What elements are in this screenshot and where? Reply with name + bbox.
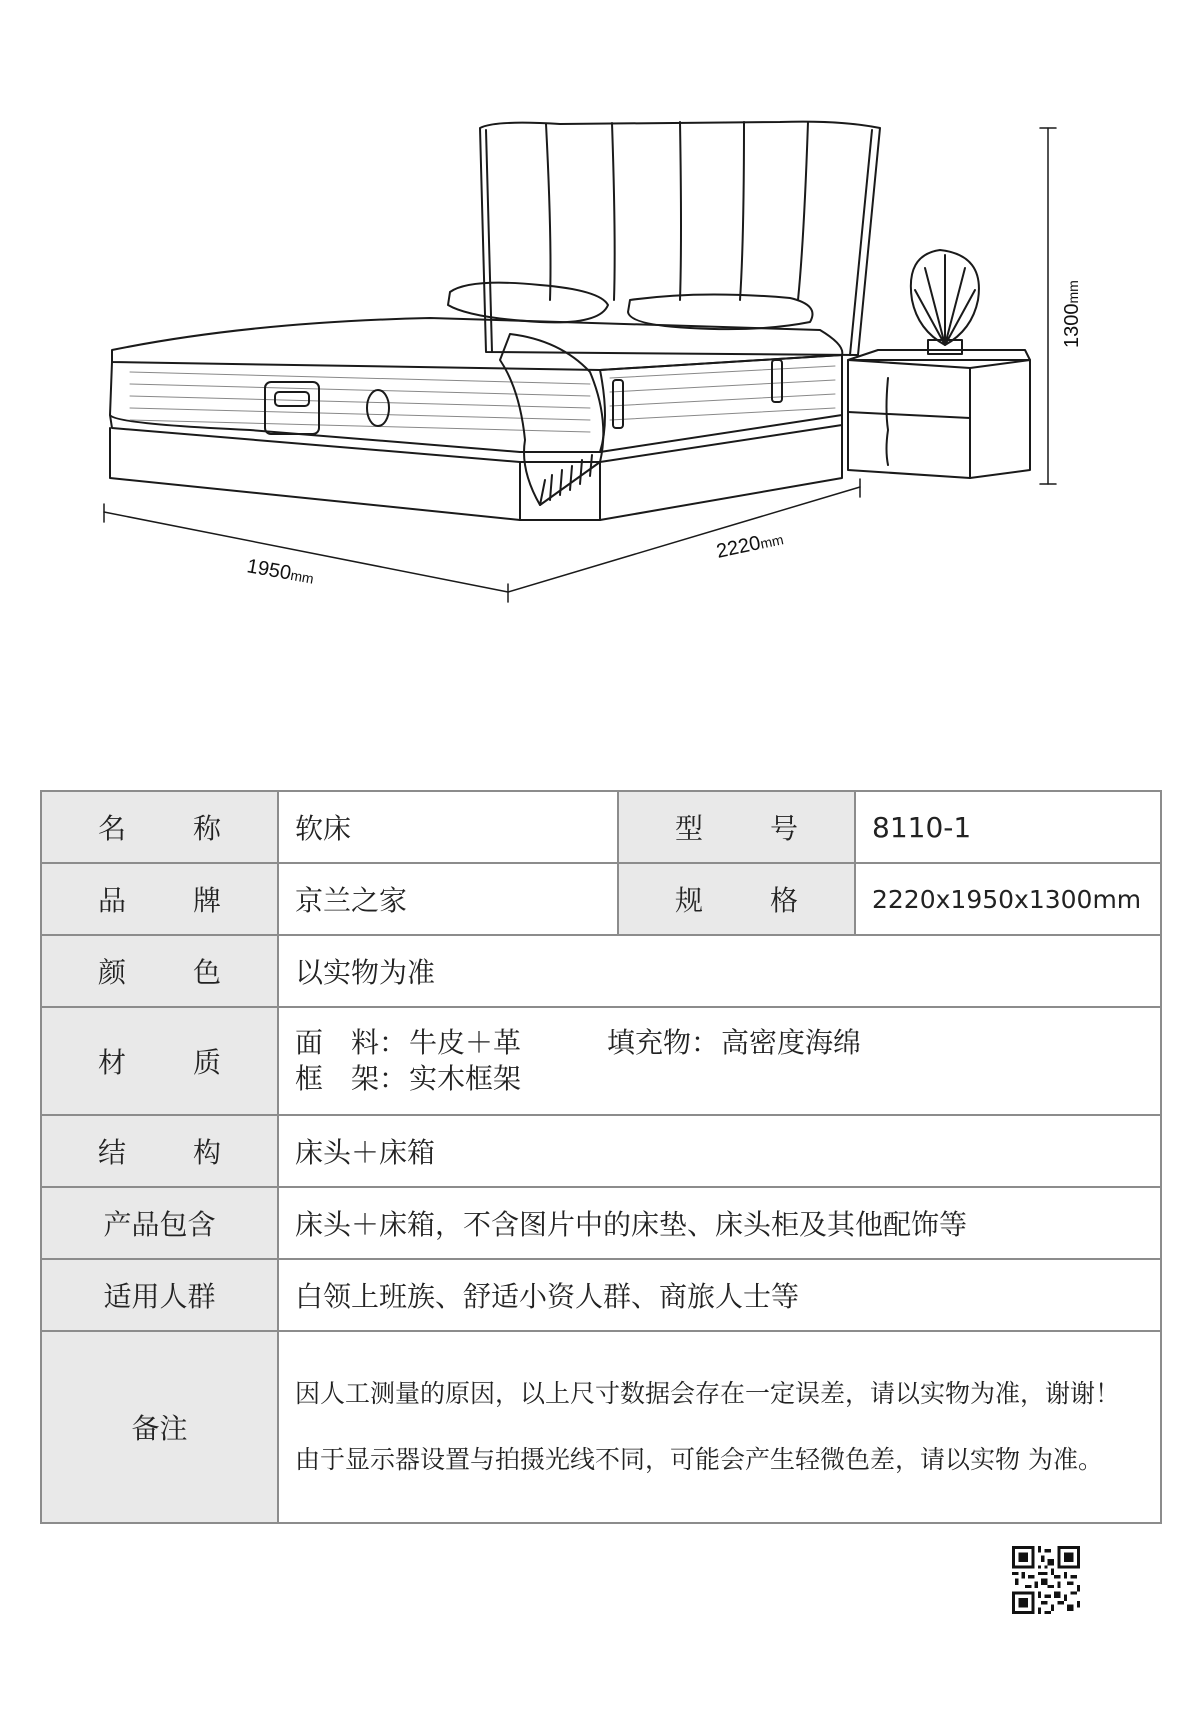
material-label: 材 质 <box>41 1007 278 1115</box>
color-value: 以实物为准 <box>278 935 1161 1007</box>
notes-label: 备注 <box>41 1331 278 1523</box>
table-row <box>41 1187 1161 1259</box>
contents-label: 产品包含 <box>41 1187 278 1259</box>
note-line: 因人工测量的原因，以上尺寸数据会存在一定误差，请以实物为准，谢谢！ <box>295 1379 1121 1408</box>
table-row <box>41 935 1161 1007</box>
height-dimension-label: 1300mm <box>1061 280 1083 348</box>
audience-value: 白领上班族、舒适小资人群、商旅人士等 <box>278 1259 1161 1331</box>
material-value <box>278 1007 1161 1115</box>
table-row <box>41 1007 1161 1115</box>
table-row <box>41 1331 1161 1523</box>
nightstand <box>848 350 1030 478</box>
pillows <box>448 283 813 329</box>
width-dimension-label: 1950mm <box>245 555 316 587</box>
size-value: 2220x1950x1300mm <box>855 863 1161 935</box>
mattress <box>110 318 842 462</box>
model-label: 型 号 <box>618 791 855 863</box>
bed-base <box>110 425 842 520</box>
headboard <box>480 122 880 355</box>
brand-value: 京兰之家 <box>278 863 618 935</box>
decor-lamp <box>911 250 979 354</box>
table-row <box>41 863 1161 935</box>
note-line: 由于显示器设置与拍摄光线不同，可能会产生轻微色差，请以实物 为准。 <box>295 1445 1103 1474</box>
frame-item: 框 架 ： 实木框架 <box>295 1062 522 1095</box>
color-label: 颜 色 <box>41 935 278 1007</box>
length-dimension-label: 2220mm <box>714 531 785 563</box>
name-value: 软床 <box>278 791 618 863</box>
brand-label: 品 牌 <box>41 863 278 935</box>
qr-code-icon[interactable] <box>1012 1546 1080 1614</box>
contents-value: 床头＋床箱，不含图片中的床垫、床头柜及其他配饰等 <box>278 1187 1161 1259</box>
bed-line-drawing <box>0 0 1200 640</box>
model-value: 8110-1 <box>855 791 1161 863</box>
table-row <box>41 1115 1161 1187</box>
size-label: 规 格 <box>618 863 855 935</box>
table-row <box>41 1259 1161 1331</box>
notes-value <box>278 1331 1161 1523</box>
audience-label: 适用人群 <box>41 1259 278 1331</box>
structure-label: 结 构 <box>41 1115 278 1187</box>
spec-table <box>40 790 1162 1524</box>
table-row <box>41 791 1161 863</box>
filling-item: 填充物 ： 高密度海绵 <box>607 1026 862 1059</box>
fabric-item: 面 料 ： 牛皮＋革 <box>295 1026 522 1059</box>
structure-value: 床头＋床箱 <box>278 1115 1161 1187</box>
name-label: 名 称 <box>41 791 278 863</box>
